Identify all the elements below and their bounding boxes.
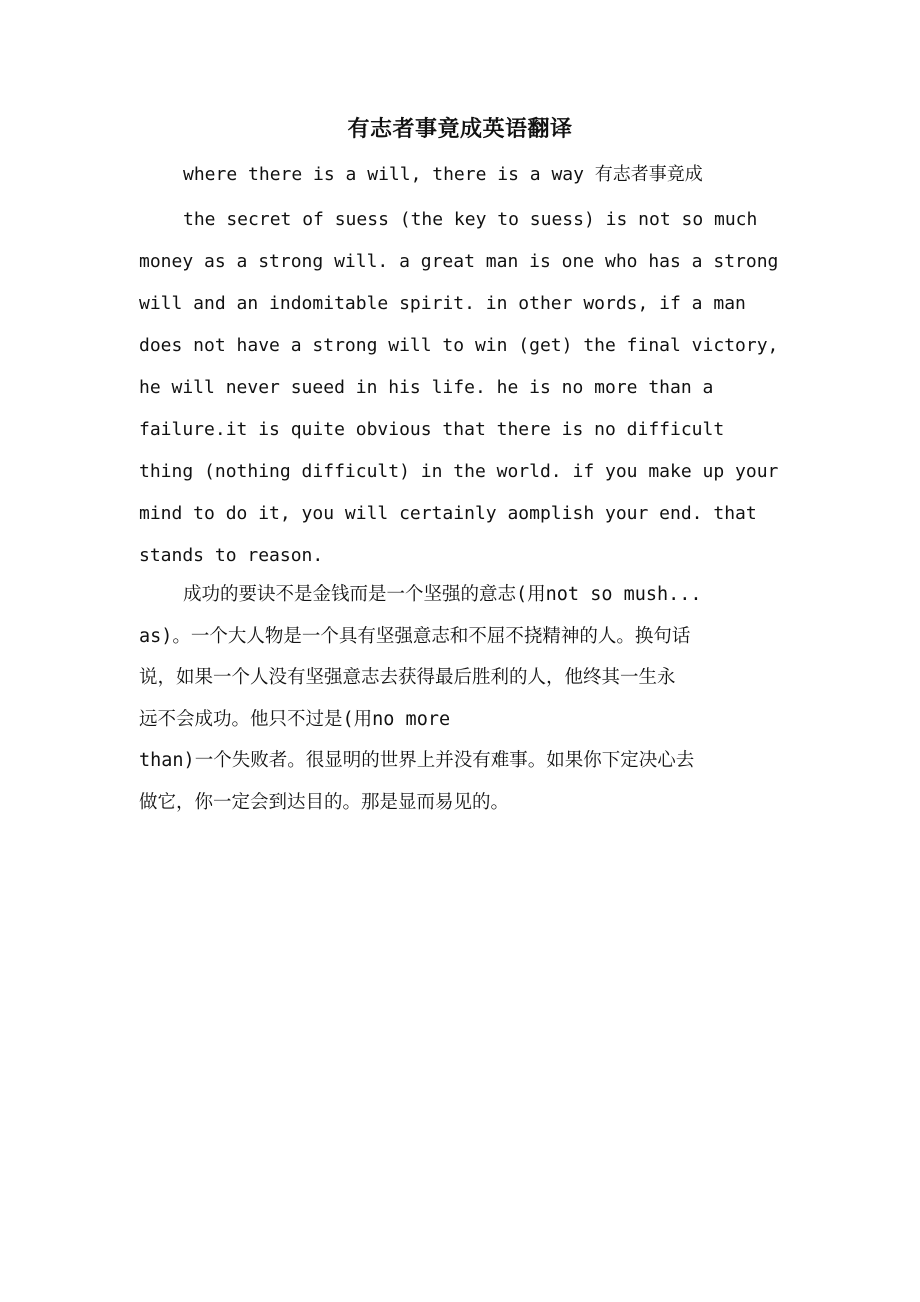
paragraph-line: than)一个失败者。很显明的世界上并没有难事。如果你下定决心去 — [139, 750, 695, 771]
paragraph-line: mind to do it, you will certainly aomplish your end. that — [139, 503, 757, 524]
paragraph-line: where there is a will, there is a way 有志者事竟成 — [183, 164, 703, 185]
paragraph-line: will and an indomitable spirit. in other words, if a man — [139, 293, 746, 314]
paragraph-proverb — [139, 154, 779, 196]
paragraph-line: he will never sueed in his life. he is no more than a — [139, 377, 714, 398]
paragraph-english — [139, 199, 779, 577]
paragraph-line: the secret of suess (the key to suess) is not so much — [183, 209, 758, 230]
paragraph-line: 做它，你一定会到达目的。那是显而易见的。 — [139, 791, 510, 813]
paragraph-line: 远不会成功。他只不过是(用no more — [139, 708, 451, 730]
paragraph-line: 成功的要诀不是金钱而是一个坚强的意志(用not so mush... — [183, 584, 702, 605]
paragraph-line: failure.it is quite obvious that there is no difficult — [139, 419, 725, 440]
paragraph-line: as)。一个大人物是一个具有坚强意志和不屈不挠精神的人。换句话 — [139, 625, 691, 647]
paragraph-line: stands to reason. — [139, 545, 324, 566]
paragraph-line: money as a strong will. a great man is one who has a strong — [139, 251, 779, 272]
paragraph-line: 说，如果一个人没有坚强意志去获得最后胜利的人，他终其一生永 — [139, 667, 676, 688]
paragraph-chinese-translation — [139, 574, 779, 823]
document-title: 有志者事竟成英语翻译 — [347, 116, 573, 142]
paragraph-line: does not have a strong will to win (get) the final victory, — [139, 335, 779, 356]
paragraph-line: thing (nothing difficult) in the world. if you make up your — [139, 461, 779, 482]
